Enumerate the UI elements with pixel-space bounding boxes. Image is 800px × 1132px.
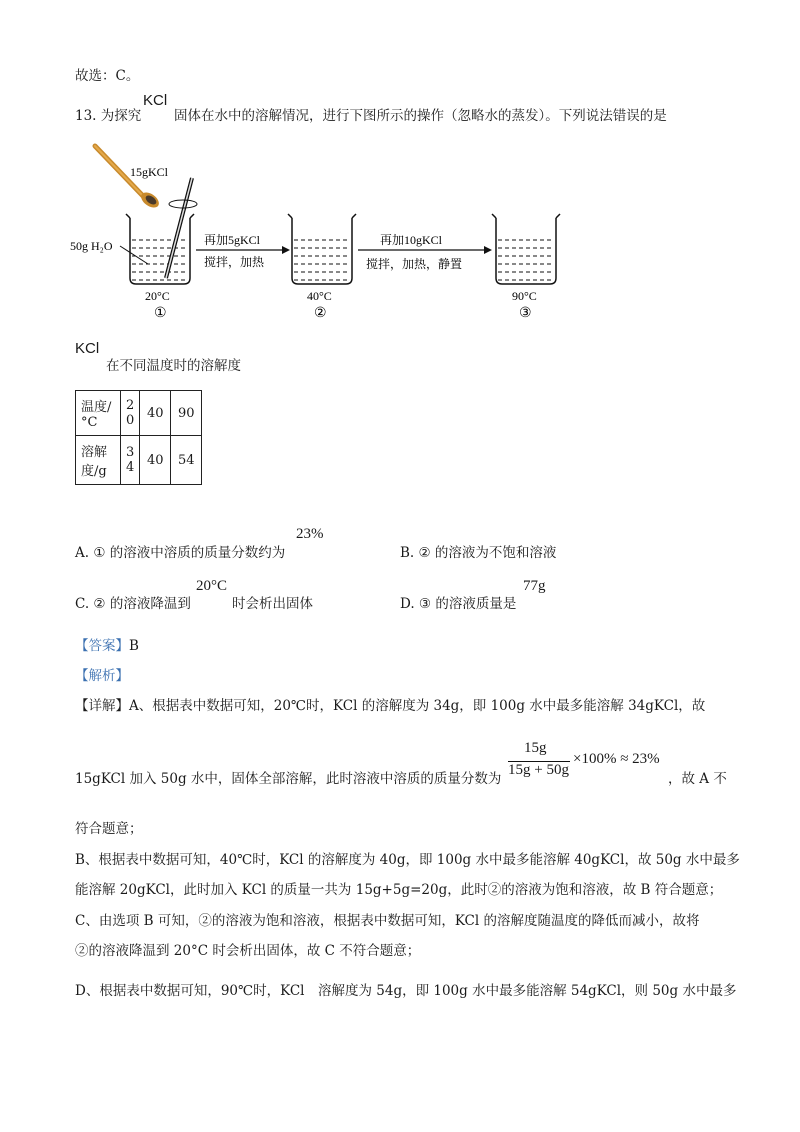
- detail-line-6: C、由选项 B 可知，②的溶液为饱和溶液，根据表中数据可知，KCl 的溶解度随温度的降低而减小，故将: [75, 913, 700, 929]
- fraction-result: ×100% ≈ 23%: [573, 751, 660, 767]
- detail-line-8: D、根据表中数据可知，90℃时，KCl 溶解度为 54g，即 100g 水中最多能溶解 54gKCl，则 50g 水中最多: [75, 983, 737, 999]
- table-cell: 2 0: [121, 391, 140, 436]
- arrow-2-head-icon: [484, 246, 492, 254]
- detail-line-1: 【详解】A、根据表中数据可知，20℃时，KCl 的溶解度为 34g，即 100g 水中最多能溶解 34gKCl，故: [75, 698, 706, 714]
- analysis-label: 【解析】: [75, 668, 129, 684]
- option-c: C. ② 的溶液降温到: [75, 596, 191, 612]
- table-caption-kcl: KCl: [75, 340, 100, 357]
- option-d-value: 77g: [523, 578, 546, 594]
- glass-rod-icon: [166, 178, 197, 278]
- beaker-3-number: ③: [519, 306, 532, 321]
- step1-top-label: 再加5gKCl: [204, 233, 261, 247]
- option-b: B. ② 的溶液为不饱和溶液: [400, 545, 557, 561]
- step2-bottom-label: 搅拌，加热，静置: [366, 257, 463, 271]
- arrow-1-head-icon: [282, 246, 290, 254]
- option-a-value: 23%: [296, 526, 324, 542]
- water-label: 50g H₂O: [70, 239, 113, 253]
- detail-line-5: 能溶解 20gKCl，此时加入 KCl 的质量一共为 15g+5g=20g，此时②的溶液为饱和溶液，故 B 符合题意；: [75, 882, 723, 898]
- beaker-2: [288, 214, 356, 284]
- beaker-1-temp: 20°C: [145, 289, 170, 303]
- option-a: A. ① 的溶液中溶质的质量分数约为: [75, 545, 286, 561]
- question-number: 13.: [75, 108, 97, 124]
- table-cell: 3 4: [121, 436, 140, 485]
- step1-bottom-label: 搅拌，加热: [204, 255, 265, 269]
- table-caption-text: 在不同温度时的溶解度: [106, 358, 241, 374]
- spoon-label: 15gKCl: [130, 165, 169, 179]
- beaker-2-temp: 40°C: [307, 289, 332, 303]
- option-c-tail: 时会析出固体: [232, 596, 313, 612]
- beaker-1-number: ①: [154, 306, 167, 321]
- option-c-value: 20°C: [196, 578, 228, 594]
- option-d: D. ③ 的溶液质量是: [400, 596, 517, 612]
- answer-value: B: [129, 638, 139, 654]
- solubility-table: [75, 390, 202, 485]
- detail-line-2: 15gKCl 加入 50g 水中，固体全部溶解，此时溶液中溶质的质量分数为: [75, 771, 502, 787]
- answer-line: [75, 634, 139, 654]
- question-prefix: 为探究: [100, 108, 142, 124]
- experiment-diagram: [60, 138, 580, 323]
- beaker-1: [126, 214, 194, 284]
- fraction-numerator: 15g: [524, 740, 547, 756]
- table-cell: 40: [140, 436, 171, 485]
- question-kcl-formula: KCl: [143, 92, 168, 109]
- step2-top-label: 再加10gKCl: [380, 233, 443, 247]
- table-row: [76, 436, 202, 485]
- detail-line-2-end: ，故 A 不: [668, 771, 727, 787]
- table-header-cell: 溶解 度/g: [76, 436, 121, 485]
- detail-line-7: ②的溶液降温到 20°C 时会析出固体，故 C 不符合题意；: [75, 943, 421, 959]
- table-cell: 90: [171, 391, 202, 436]
- question-suffix: 固体在水中的溶解情况，进行下图所示的操作（忽略水的蒸发）。下列说法错误的是: [174, 108, 667, 124]
- table-cell: 40: [140, 391, 171, 436]
- fraction-denominator: 15g + 50g: [508, 762, 569, 778]
- beaker-3: [492, 214, 560, 284]
- question-13-stem: [75, 104, 141, 124]
- beaker-2-number: ②: [314, 306, 327, 321]
- detail-line-4: B、根据表中数据可知，40℃时，KCl 的溶解度为 40g，即 100g 水中最多能溶解 40gKCl，故 50g 水中最多: [75, 852, 740, 868]
- previous-answer: 故选：C。: [75, 68, 140, 84]
- beaker-3-temp: 90°C: [512, 289, 537, 303]
- table-cell: 54: [171, 436, 202, 485]
- answer-label: 【答案】: [75, 638, 129, 654]
- table-header-cell: 温度/ °C: [76, 391, 121, 436]
- table-row: [76, 391, 202, 436]
- detail-line-3: 符合题意；: [75, 821, 143, 837]
